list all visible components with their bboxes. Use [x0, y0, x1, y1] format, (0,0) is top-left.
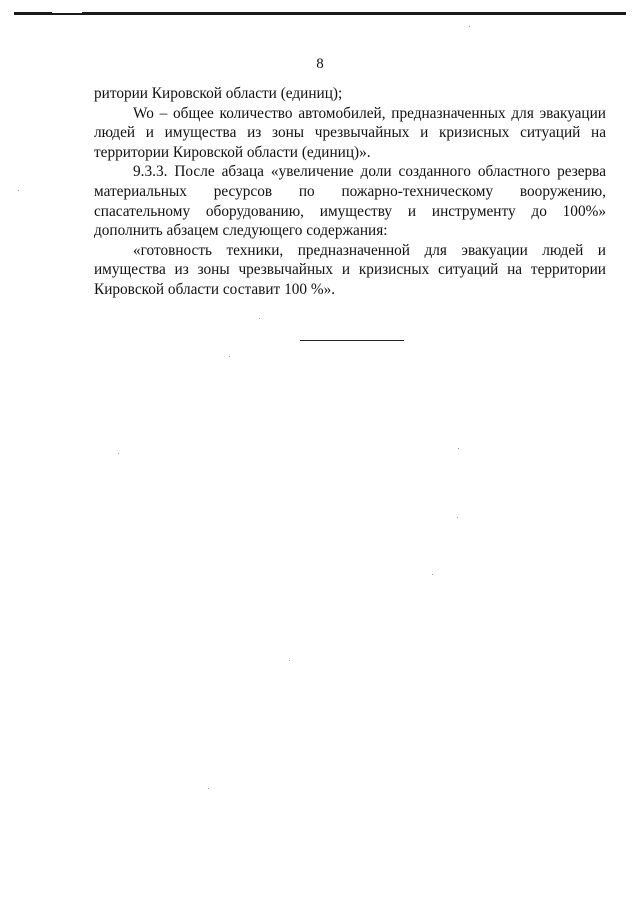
scan-speck [208, 788, 209, 789]
scan-speck [457, 517, 458, 518]
end-of-text-rule [300, 340, 404, 341]
page-number: 8 [316, 56, 324, 72]
scan-speck [259, 318, 260, 319]
paragraph-quoted-addition: «готовность техники, предназначенной для эвакуации людей и имущества из зоны чрезвычайных и кризисных ситуаций на территории Кировской области составит 100 %». [94, 241, 606, 298]
scan-speck [18, 190, 19, 191]
scan-speck [118, 453, 119, 454]
scan-speck [229, 356, 230, 357]
top-border-line [14, 12, 626, 15]
top-border-scan-gap [52, 12, 82, 13]
scan-speck [289, 660, 290, 661]
document-body [94, 84, 606, 300]
scan-speck [458, 448, 459, 449]
paragraph-continuation: ритории Кировской области (единиц); [94, 85, 343, 102]
scan-speck [469, 26, 470, 27]
paragraph-wo-definition: Wo – общее количество автомобилей, предназначенных для эвакуации людей и имущества из зоны чрезвычайных и кризисных ситуаций на территории Кировской области (единиц)». [94, 104, 606, 161]
scan-speck [432, 574, 433, 575]
paragraph-9-3-3: 9.3.3. После абзаца «увеличение доли созданного областного резерва материальных ресурсов по пожарно-техническому вооружению, спасательному оборудованию, имуществу и инструменту до 100%» дополнить абзацем следующего содержания: [94, 163, 606, 240]
